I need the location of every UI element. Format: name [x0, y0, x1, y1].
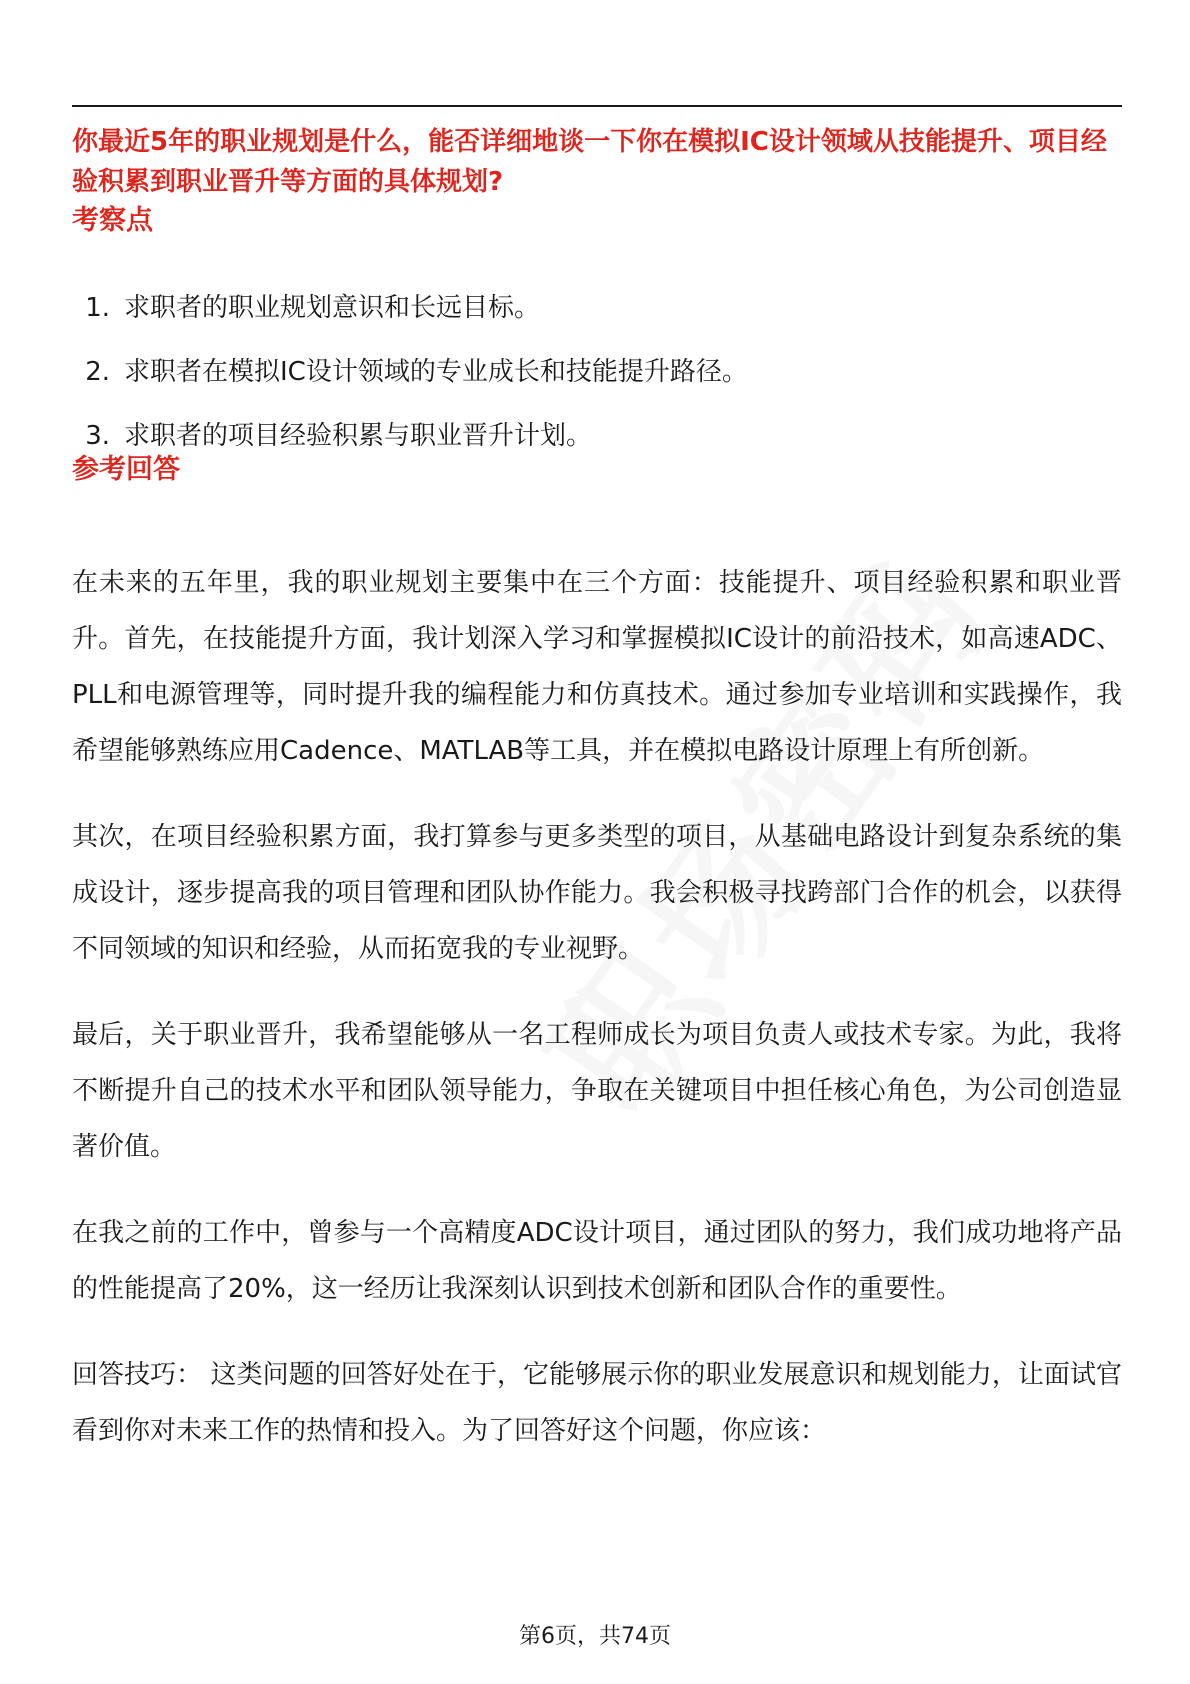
- list-item: [72, 418, 1122, 454]
- top-divider: [72, 105, 1122, 107]
- document-page: [72, 0, 1122, 1684]
- list-item-text: 求职者在模拟IC设计领域的专业成长和技能提升路径。: [124, 357, 748, 387]
- evaluation-section-title: 考察点: [72, 205, 153, 236]
- answer-paragraph: 回答技巧： 这类问题的回答好处在于，它能够展示你的职业发展意识和规划能力，让面试官看到你对未来工作的热情和投入。为了回答好这个问题，你应该：: [72, 1360, 1122, 1446]
- question-heading: 你最近5年的职业规划是什么，能否详细地谈一下你在模拟IC设计领域从技能提升、项目经验积累到职业晋升等方面的具体规划?: [72, 127, 1107, 197]
- list-item: [72, 354, 1122, 390]
- answer-body: [72, 555, 1122, 1489]
- list-item-number: 3.: [85, 421, 110, 451]
- answer-paragraph: 在未来的五年里，我的职业规划主要集中在三个方面：技能提升、项目经验积累和职业晋升。首先，在技能提升方面，我计划深入学习和掌握模拟IC设计的前沿技术，如高速ADC、PLL和电源管理等，同时提升我的编程能力和仿真技术。通过参加专业培训和实践操作，我希望能够熟练应用Cadence、MATLAB等工具，并在模拟电路设计原理上有所创新。: [72, 568, 1122, 766]
- list-item: [72, 290, 1122, 326]
- list-item-text: 求职者的项目经验积累与职业晋升计划。: [124, 421, 593, 451]
- answer-section-title: 参考回答: [72, 454, 180, 485]
- answer-paragraph: 最后，关于职业晋升，我希望能够从一名工程师成长为项目负责人或技术专家。为此，我将不断提升自己的技术水平和团队领导能力，争取在关键项目中担任核心角色，为公司创造显著价值。: [72, 1020, 1122, 1162]
- list-item-number: 2.: [85, 357, 110, 387]
- answer-paragraph: 其次，在项目经验积累方面，我打算参与更多类型的项目，从基础电路设计到复杂系统的集成设计，逐步提高我的项目管理和团队协作能力。我会积极寻找跨部门合作的机会，以获得不同领域的知识和经验，从而拓宽我的专业视野。: [72, 822, 1122, 964]
- page-number-footer: 第6页，共74页: [519, 1624, 671, 1649]
- list-item-text: 求职者的职业规划意识和长远目标。: [124, 293, 541, 323]
- answer-paragraph: 在我之前的工作中，曾参与一个高精度ADC设计项目，通过团队的努力，我们成功地将产品的性能提高了20%，这一经历让我深刻认识到技术创新和团队合作的重要性。: [72, 1218, 1122, 1304]
- evaluation-points-list: [72, 290, 1122, 482]
- list-item-number: 1.: [85, 293, 110, 323]
